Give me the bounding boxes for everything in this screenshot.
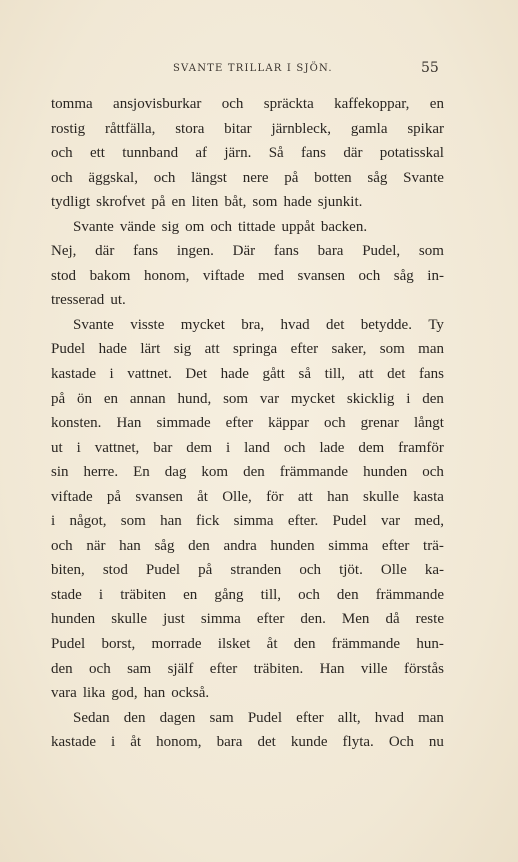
word: Det — [185, 366, 208, 383]
word: han — [119, 537, 141, 554]
word: mycket — [290, 390, 336, 407]
word: att — [204, 341, 220, 358]
word: simma — [328, 537, 369, 554]
word: i — [226, 439, 231, 456]
word: backen. — [320, 218, 368, 235]
word: tunnband — [122, 145, 179, 162]
word: och — [51, 145, 73, 162]
word: skrofvet — [96, 194, 146, 211]
word: bara — [216, 734, 243, 751]
word: långt — [413, 415, 444, 432]
word: land — [244, 439, 270, 456]
word: fans — [418, 366, 444, 383]
word: ka- — [424, 562, 444, 579]
word: han — [160, 513, 182, 530]
word: svansen — [135, 488, 183, 505]
text-line — [51, 436, 444, 461]
word: botten — [314, 169, 352, 186]
word: det — [326, 316, 345, 333]
word: trä- — [423, 537, 444, 554]
word: dag — [164, 464, 187, 481]
word: efter — [256, 611, 285, 628]
word: såg — [393, 267, 414, 284]
text-line — [51, 681, 444, 706]
word: lärt — [140, 341, 161, 358]
word: och — [221, 96, 244, 112]
word: mycket — [180, 316, 225, 333]
word: tittade — [238, 218, 276, 235]
word: dagen — [159, 709, 196, 726]
word: främmande — [375, 586, 444, 603]
running-head: SVANTE TRILLAR I SJÖN. — [173, 63, 333, 74]
word: stranden — [230, 562, 282, 579]
word: såg — [367, 169, 388, 186]
word: med — [258, 267, 284, 284]
word: främmande — [331, 636, 401, 653]
word: Pudel — [51, 636, 86, 653]
word: kom — [201, 464, 229, 481]
word: och — [89, 660, 111, 677]
word: sin — [51, 464, 69, 481]
word: god, — [111, 685, 138, 702]
word: liten — [191, 194, 219, 211]
word: som — [379, 341, 405, 358]
word: en — [183, 586, 198, 603]
word: fans — [301, 145, 327, 162]
word: efter. — [287, 513, 319, 530]
word: kaffekoppar, — [334, 96, 410, 112]
word: simma — [233, 513, 274, 530]
word: lika — [82, 685, 106, 702]
word: konsten. — [51, 415, 102, 432]
word: och — [298, 586, 320, 603]
word: stora — [175, 120, 205, 137]
word: på — [284, 169, 299, 186]
word: en — [429, 96, 444, 112]
word: Pudel — [247, 709, 283, 726]
word: morrade — [151, 636, 202, 653]
word: den. — [300, 611, 326, 628]
word: tydligt — [51, 194, 91, 211]
word: efter — [209, 660, 238, 677]
word: där — [343, 145, 363, 162]
word: ön — [77, 390, 92, 407]
word: till, — [324, 366, 345, 383]
word: det — [257, 734, 276, 751]
word: Han — [319, 660, 345, 677]
word: allt, — [337, 709, 361, 726]
word: simmade — [156, 415, 211, 432]
word: då — [385, 611, 400, 628]
word: vara — [51, 685, 77, 702]
word: att — [358, 366, 374, 383]
text-line — [51, 313, 444, 338]
body-text — [51, 92, 444, 755]
word: stade — [51, 586, 82, 603]
text-line — [51, 166, 444, 191]
word: tjöt. — [339, 562, 363, 579]
text-line — [51, 607, 444, 632]
word: åt — [130, 734, 142, 751]
word: en — [103, 390, 118, 407]
text-line — [51, 583, 444, 608]
word: och — [153, 169, 176, 186]
text-line — [51, 141, 444, 166]
word: om — [185, 218, 205, 235]
word: uppåt — [281, 218, 315, 235]
word: stod — [102, 562, 128, 579]
word: så — [298, 366, 312, 383]
word: tresserad — [51, 292, 105, 309]
word: som — [223, 390, 249, 407]
word: som — [418, 243, 444, 260]
word: i — [109, 366, 114, 383]
word: ansjovisburkar — [113, 96, 202, 112]
word: med, — [414, 513, 444, 530]
text-line — [51, 460, 444, 485]
word: i — [98, 586, 104, 603]
word: efter — [225, 415, 254, 432]
word: Och — [388, 734, 414, 751]
word: bar — [153, 439, 173, 456]
word: såg — [154, 537, 175, 554]
word: som — [252, 194, 278, 211]
word: bitar — [224, 120, 252, 137]
word: fans — [133, 243, 159, 260]
text-line — [51, 215, 444, 240]
word: efter — [290, 341, 319, 358]
word: träbiten. — [253, 660, 304, 677]
word: honom, — [143, 267, 190, 284]
word: hunden — [270, 537, 315, 554]
word: kasta — [413, 488, 444, 505]
word: den — [51, 660, 73, 677]
word: grenar — [360, 415, 399, 432]
word: för — [266, 488, 284, 505]
word: den — [188, 537, 210, 554]
word: bakom — [89, 267, 131, 284]
word: Där — [232, 243, 256, 260]
text-line — [51, 485, 444, 510]
word: nere — [242, 169, 269, 186]
word: bra, — [241, 316, 265, 333]
word: båt, — [224, 194, 247, 211]
word: Svante — [73, 218, 114, 235]
word: sam — [209, 709, 234, 726]
word: den — [243, 464, 265, 481]
word: svansen — [297, 267, 345, 284]
word: reste — [415, 611, 444, 628]
word: ett — [89, 145, 105, 162]
text-line — [51, 534, 444, 559]
word: lade — [319, 439, 345, 456]
word: honom, — [156, 734, 202, 751]
word: var — [380, 513, 401, 530]
word: ville — [360, 660, 388, 677]
word: Nej, — [51, 243, 77, 260]
word: Ty — [428, 316, 444, 333]
word: viftade — [51, 488, 93, 505]
word: nu — [428, 734, 444, 751]
text-line — [51, 337, 444, 362]
word: potatisskal — [379, 145, 444, 162]
word: springa — [233, 341, 278, 358]
word: Svante — [403, 169, 444, 186]
word: och — [51, 537, 73, 554]
word: kastade — [51, 366, 96, 383]
word: betydde. — [360, 316, 412, 333]
word: hade — [283, 194, 312, 211]
word: och — [283, 439, 306, 456]
word: Olle, — [222, 488, 252, 505]
word: åt — [266, 636, 278, 653]
word: själf — [167, 660, 194, 677]
word: en — [171, 194, 186, 211]
word: af — [195, 145, 208, 162]
word: vattnet. — [127, 366, 172, 383]
text-line — [51, 117, 444, 142]
word: den — [336, 586, 359, 603]
word: ut — [51, 439, 63, 456]
word: där — [95, 243, 115, 260]
word: var — [259, 390, 280, 407]
word: in- — [427, 267, 444, 284]
word: Så — [268, 145, 284, 162]
word: den — [123, 709, 146, 726]
word: rostig — [51, 120, 86, 137]
word: käppar — [268, 415, 309, 432]
word: skulle — [363, 488, 399, 505]
text-line — [51, 509, 444, 534]
word: på — [198, 562, 213, 579]
word: hvad — [374, 709, 404, 726]
word: gamla — [350, 120, 388, 137]
word: efter — [296, 709, 324, 726]
word: han — [143, 685, 166, 702]
text-line — [51, 362, 444, 387]
word: man — [418, 341, 444, 358]
word: tomma — [51, 96, 93, 112]
word: förstås — [403, 660, 444, 677]
word: den — [422, 390, 444, 407]
text-line — [51, 264, 444, 289]
word: på — [51, 390, 66, 407]
word: sjunkit. — [317, 194, 363, 211]
word: biten, — [51, 562, 85, 579]
page-number: 55 — [421, 60, 439, 76]
word: Olle — [380, 562, 407, 579]
word: skulle — [111, 611, 148, 628]
word: man — [418, 709, 444, 726]
word: i — [76, 439, 81, 456]
word: kunde — [290, 734, 328, 751]
word: hun- — [416, 636, 444, 653]
text-line — [51, 632, 444, 657]
word: just — [163, 611, 185, 628]
word: bara — [317, 243, 344, 260]
word: kastade — [51, 734, 96, 751]
word: och — [422, 464, 444, 481]
word: hade — [220, 366, 249, 383]
word: stod — [51, 267, 77, 284]
word: när — [86, 537, 106, 554]
word: det — [387, 366, 406, 383]
word: sig — [161, 218, 180, 235]
word: flyta. — [342, 734, 374, 751]
word: på — [106, 488, 122, 505]
text-line — [51, 657, 444, 682]
word: sig — [173, 341, 192, 358]
word: och — [51, 169, 73, 186]
word: ingen. — [176, 243, 214, 260]
word: dem — [358, 439, 385, 456]
text-line — [51, 558, 444, 583]
text-line — [51, 411, 444, 436]
word: gång — [214, 586, 244, 603]
word: Sedan — [73, 709, 110, 726]
word: simma — [200, 611, 241, 628]
word: herre. — [83, 464, 119, 481]
word: också. — [171, 685, 210, 702]
word: hunden — [51, 611, 96, 628]
word: dem — [186, 439, 213, 456]
word: som — [120, 513, 146, 530]
word: En — [133, 464, 150, 481]
text-line — [51, 239, 444, 264]
word: ut. — [110, 292, 126, 309]
word: hvad — [280, 316, 310, 333]
text-line — [51, 706, 444, 731]
text-line — [51, 190, 444, 215]
word: Svante — [73, 316, 114, 333]
text-line — [51, 288, 444, 313]
word: borst, — [101, 636, 136, 653]
word: i — [406, 390, 411, 407]
word: i — [111, 734, 116, 751]
word: äggskal, — [88, 169, 138, 186]
word: saker, — [331, 341, 367, 358]
word: råttfälla, — [104, 120, 156, 137]
word: att — [297, 488, 313, 505]
word: efter — [381, 537, 410, 554]
text-line — [51, 92, 444, 117]
word: järnbleck, — [271, 120, 332, 137]
word: gått — [262, 366, 285, 383]
word: Pudel, — [362, 243, 401, 260]
word: vattnet, — [94, 439, 140, 456]
word: Pudel — [332, 513, 367, 530]
word: och — [210, 218, 233, 235]
word: hund, — [177, 390, 212, 407]
word: på — [151, 194, 166, 211]
word: skicklig — [346, 390, 395, 407]
word: vände — [119, 218, 156, 235]
word: ilsket — [217, 636, 251, 653]
word: spräckta — [263, 96, 314, 112]
word: något, — [69, 513, 107, 530]
word: hade — [98, 341, 127, 358]
text-line — [51, 730, 444, 755]
word: framför — [398, 439, 444, 456]
word: järn. — [224, 145, 252, 162]
text-line — [51, 387, 444, 412]
word: sam — [127, 660, 152, 677]
word: visste — [130, 316, 165, 333]
word: viftade — [202, 267, 245, 284]
word: Pudel — [145, 562, 181, 579]
word: fick — [196, 513, 220, 530]
word: och — [358, 267, 381, 284]
word: Han — [116, 415, 142, 432]
word: Men — [341, 611, 370, 628]
word: den — [293, 636, 316, 653]
word: andra — [223, 537, 257, 554]
word: och — [299, 562, 321, 579]
word: han — [327, 488, 349, 505]
word: i — [51, 513, 56, 530]
word: och — [323, 415, 346, 432]
word: hunden — [363, 464, 408, 481]
word: fans — [273, 243, 299, 260]
word: träbiten — [120, 586, 167, 603]
word: till, — [260, 586, 282, 603]
word: annan — [129, 390, 166, 407]
word: spikar — [407, 120, 444, 137]
word: Pudel — [51, 341, 86, 358]
word: främmande — [279, 464, 349, 481]
word: åt — [197, 488, 208, 505]
word: längst — [191, 169, 227, 186]
